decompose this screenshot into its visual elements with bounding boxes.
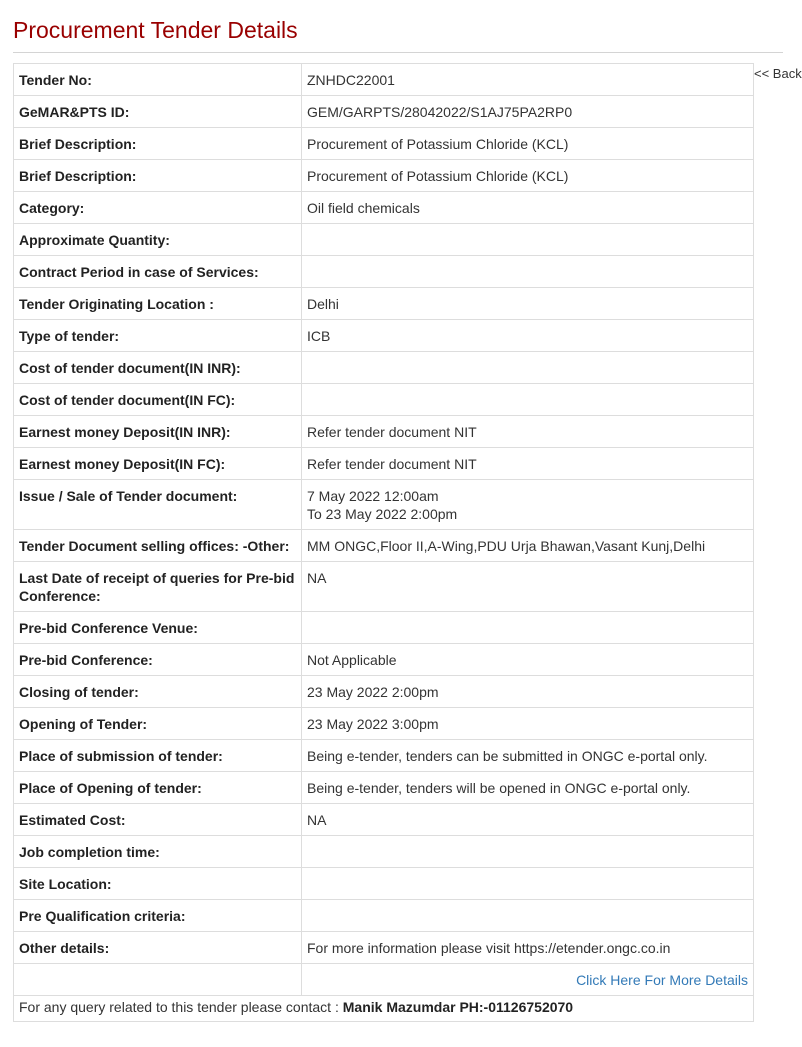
prebid-venue-label: Pre-bid Conference Venue: xyxy=(14,612,302,644)
prebid-venue-value xyxy=(302,612,754,644)
opening-label: Opening of Tender: xyxy=(14,708,302,740)
estimated-cost-value: NA xyxy=(302,804,754,836)
opening-place-value: Being e-tender, tenders will be opened in ONGC e-portal only. xyxy=(302,772,754,804)
type-of-tender-value: ICB xyxy=(302,320,754,352)
cost-document-fc-label: Cost of tender document(IN FC): xyxy=(14,384,302,416)
issue-sale-label: Issue / Sale of Tender document: xyxy=(14,480,302,530)
other-details-value: For more information please visit https://etender.ongc.co.in xyxy=(302,932,754,964)
table-row xyxy=(14,416,754,448)
emd-fc-label: Earnest money Deposit(IN FC): xyxy=(14,448,302,480)
table-row xyxy=(14,64,754,96)
table-row xyxy=(14,644,754,676)
table-row xyxy=(14,900,754,932)
table-row xyxy=(14,740,754,772)
submission-place-value: Being e-tender, tenders can be submitted in ONGC e-portal only. xyxy=(302,740,754,772)
estimated-cost-label: Estimated Cost: xyxy=(14,804,302,836)
closing-value: 23 May 2022 2:00pm xyxy=(302,676,754,708)
gemar-pts-id-label: GeMAR&PTS ID: xyxy=(14,96,302,128)
approximate-quantity-value xyxy=(302,224,754,256)
table-row xyxy=(14,676,754,708)
table-row xyxy=(14,932,754,964)
table-row xyxy=(14,128,754,160)
issue-sale-start: 7 May 2022 12:00am xyxy=(307,488,439,504)
selling-offices-value: MM ONGC,Floor II,A-Wing,PDU Urja Bhawan,Vasant Kunj,Delhi xyxy=(302,530,754,562)
pre-qualification-value xyxy=(302,900,754,932)
originating-location-label: Tender Originating Location : xyxy=(14,288,302,320)
table-row xyxy=(14,352,754,384)
contract-period-value xyxy=(302,256,754,288)
table-row xyxy=(14,288,754,320)
job-completion-value xyxy=(302,836,754,868)
table-row xyxy=(14,562,754,612)
emd-fc-value: Refer tender document NIT xyxy=(302,448,754,480)
gemar-pts-id-value: GEM/GARPTS/28042022/S1AJ75PA2RP0 xyxy=(302,96,754,128)
category-label: Category: xyxy=(14,192,302,224)
opening-place-label: Place of Opening of tender: xyxy=(14,772,302,804)
page-title: Procurement Tender Details xyxy=(13,17,298,43)
brief-description-label: Brief Description: xyxy=(14,128,302,160)
site-location-value xyxy=(302,868,754,900)
cost-document-inr-value xyxy=(302,352,754,384)
table-row xyxy=(14,868,754,900)
originating-location-value: Delhi xyxy=(302,288,754,320)
more-details-link[interactable]: Click Here For More Details xyxy=(576,972,748,988)
submission-place-label: Place of submission of tender: xyxy=(14,740,302,772)
pre-qualification-label: Pre Qualification criteria: xyxy=(14,900,302,932)
contact-text xyxy=(14,991,753,1023)
table-row xyxy=(14,160,754,192)
emd-inr-label: Earnest money Deposit(IN INR): xyxy=(14,416,302,448)
prebid-conference-value: Not Applicable xyxy=(302,644,754,676)
issue-sale-end: To 23 May 2022 2:00pm xyxy=(307,506,458,522)
back-link[interactable]: << Back xyxy=(754,66,802,81)
opening-value: 23 May 2022 3:00pm xyxy=(302,708,754,740)
brief-description-label: Brief Description: xyxy=(14,160,302,192)
contact-prefix: For any query related to this tender please contact : xyxy=(19,999,339,1015)
cost-document-fc-value xyxy=(302,384,754,416)
tender-no-label: Tender No: xyxy=(14,64,302,96)
table-row xyxy=(14,224,754,256)
table-row xyxy=(14,384,754,416)
closing-label: Closing of tender: xyxy=(14,676,302,708)
issue-sale-value xyxy=(302,480,754,530)
contract-period-label: Contract Period in case of Services: xyxy=(14,256,302,288)
prebid-conference-label: Pre-bid Conference: xyxy=(14,644,302,676)
prebid-queries-date-label: Last Date of receipt of queries for Pre-bid Conference: xyxy=(14,562,302,612)
cost-document-inr-label: Cost of tender document(IN INR): xyxy=(14,352,302,384)
title-divider xyxy=(13,52,783,53)
contact-name: Manik Mazumdar PH:-01126752070 xyxy=(342,999,574,1015)
approximate-quantity-label: Approximate Quantity: xyxy=(14,224,302,256)
brief-description-value: Procurement of Potassium Chloride (KCL) xyxy=(302,128,754,160)
table-row xyxy=(14,320,754,352)
job-completion-label: Job completion time: xyxy=(14,836,302,868)
tender-details-table xyxy=(13,63,754,996)
emd-inr-value: Refer tender document NIT xyxy=(302,416,754,448)
table-row xyxy=(14,708,754,740)
site-location-label: Site Location: xyxy=(14,868,302,900)
table-row xyxy=(14,612,754,644)
table-row xyxy=(14,192,754,224)
table-row xyxy=(14,836,754,868)
tender-no-value: ZNHDC22001 xyxy=(302,64,754,96)
table-row xyxy=(14,804,754,836)
table-row xyxy=(14,96,754,128)
contact-footer xyxy=(13,991,754,1022)
table-row xyxy=(14,256,754,288)
type-of-tender-label: Type of tender: xyxy=(14,320,302,352)
brief-description-value: Procurement of Potassium Chloride (KCL) xyxy=(302,160,754,192)
prebid-queries-date-value: NA xyxy=(302,562,754,612)
selling-offices-label: Tender Document selling offices: -Other: xyxy=(14,530,302,562)
table-row xyxy=(14,772,754,804)
other-details-label: Other details: xyxy=(14,932,302,964)
table-row xyxy=(14,448,754,480)
category-value: Oil field chemicals xyxy=(302,192,754,224)
table-row xyxy=(14,530,754,562)
table-row xyxy=(14,480,754,530)
